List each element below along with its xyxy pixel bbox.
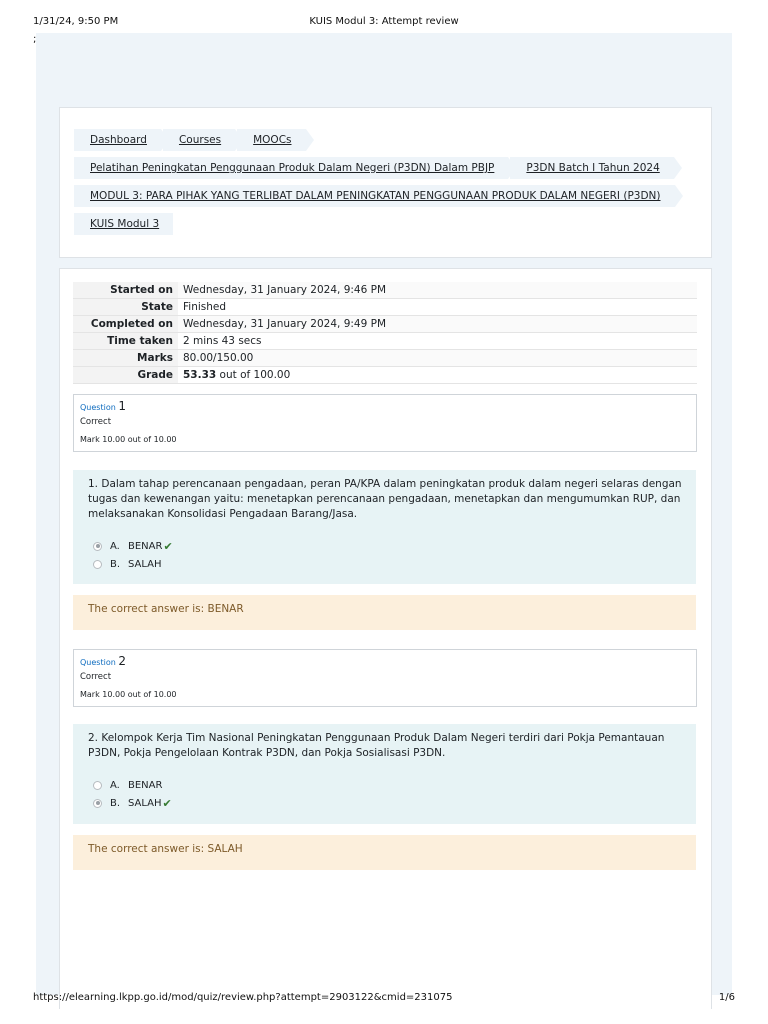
attempt-summary-table: [73, 282, 697, 384]
summary-label: Completed on: [73, 316, 178, 333]
grade-suffix: out of 100.00: [216, 369, 291, 381]
option-letter: B.: [110, 558, 121, 570]
quiz-review-card: [59, 268, 712, 1009]
summary-value: Finished: [178, 299, 697, 316]
summary-label: State: [73, 299, 178, 316]
print-page-number: 1/6: [718, 992, 735, 1003]
summary-row: [73, 282, 697, 299]
question-number-value: 2: [118, 654, 126, 668]
summary-row: [73, 367, 697, 384]
option-letter: A.: [110, 779, 120, 791]
question-number: [80, 654, 126, 668]
breadcrumb-item-quiz[interactable]: [74, 213, 173, 235]
question-info-2: [73, 649, 697, 707]
answer-option-a[interactable]: [93, 778, 162, 792]
breadcrumb-link[interactable]: Courses: [178, 134, 222, 146]
breadcrumb-item-batch[interactable]: [510, 157, 673, 179]
correct-answer-feedback-2: [73, 835, 696, 870]
summary-label: Time taken: [73, 333, 178, 350]
option-letter: A.: [110, 540, 120, 552]
feedback-text: The correct answer is: BENAR: [88, 603, 244, 615]
print-title: KUIS Modul 3: Attempt review: [309, 16, 459, 27]
question-number-value: 1: [118, 399, 126, 413]
question-prefix: Question: [80, 658, 116, 667]
summary-value: 2 mins 43 secs: [178, 333, 697, 350]
summary-value: [178, 367, 697, 384]
question-info-1: [73, 394, 697, 452]
summary-label: Started on: [73, 282, 178, 299]
grade-value: 53.33: [183, 369, 217, 381]
breadcrumb-item-courses[interactable]: [163, 129, 235, 151]
checkmark-icon: ✔: [163, 539, 173, 553]
breadcrumb-link[interactable]: MOOCs: [253, 134, 292, 146]
breadcrumb-link[interactable]: MODUL 3: PARA PIHAK YANG TERLIBAT DALAM PENINGKATAN PENGGUNAAN PRODUK DALAM NEGERI (P3DN): [90, 190, 661, 202]
breadcrumb-card: [59, 107, 712, 258]
breadcrumb-row-2: [74, 157, 676, 179]
question-state: Correct: [80, 672, 112, 682]
question-text-box-1: [73, 470, 696, 584]
option-label: BENAR: [128, 540, 163, 552]
question-mark: Mark 10.00 out of 10.00: [80, 690, 177, 699]
summary-row: [73, 299, 697, 316]
breadcrumb-item-module[interactable]: [74, 185, 675, 207]
feedback-text: The correct answer is: SALAH: [88, 843, 243, 855]
radio-icon[interactable]: [93, 542, 102, 551]
question-state: Correct: [80, 417, 112, 427]
print-url: https://elearning.lkpp.go.id/mod/quiz/review.php?attempt=2903122&cmid=231075: [33, 992, 453, 1003]
breadcrumb-item-moocs[interactable]: [237, 129, 305, 151]
print-date: 1/31/24, 9:50 PM: [33, 16, 119, 27]
question-mark: Mark 10.00 out of 10.00: [80, 435, 177, 444]
breadcrumb-row-3: [74, 185, 677, 207]
breadcrumb-item-course[interactable]: [74, 157, 508, 179]
breadcrumb-link[interactable]: P3DN Batch I Tahun 2024: [526, 162, 660, 174]
summary-label: Grade: [73, 367, 178, 384]
option-label: SALAH: [128, 558, 162, 570]
print-header: [33, 16, 735, 30]
stray-character: ;: [33, 34, 37, 45]
radio-icon[interactable]: [93, 560, 102, 569]
summary-row: [73, 316, 697, 333]
breadcrumb-link[interactable]: Pelatihan Peningkatan Penggunaan Produk Dalam Negeri (P3DN) Dalam PBJP: [90, 162, 495, 174]
question-text: 2. Kelompok Kerja Tim Nasional Peningkatan Penggunaan Produk Dalam Negeri terdiri dari Pokja Pemantauan P3DN, Pokja Pengelolaan Kontrak P3DN, dan Pokja Sosialisasi P3DN.: [88, 732, 665, 759]
answer-option-b[interactable]: [93, 796, 172, 810]
question-number: [80, 399, 126, 413]
option-letter: B.: [110, 797, 121, 809]
answer-option-b[interactable]: [93, 557, 162, 571]
breadcrumb-row-1: [74, 129, 308, 151]
correct-answer-feedback-1: [73, 595, 696, 630]
breadcrumb-link[interactable]: KUIS Modul 3: [90, 218, 160, 230]
option-label: BENAR: [128, 779, 163, 791]
radio-icon[interactable]: [93, 781, 102, 790]
question-text: 1. Dalam tahap perencanaan pengadaan, peran PA/KPA dalam peningkatan produk dalam negeri selaras dengan tugas dan kewenangan yaitu: menetapkan perencanaan pengadaan, menetapkan dan mengumumkan RUP, dan melaksanakan Konsolidasi Pengadaan Barang/Jasa.: [88, 478, 682, 520]
summary-row: [73, 333, 697, 350]
summary-value: 80.00/150.00: [178, 350, 697, 367]
checkmark-icon: ✔: [162, 796, 172, 810]
answer-option-a[interactable]: [93, 539, 173, 553]
radio-icon[interactable]: [93, 799, 102, 808]
summary-label: Marks: [73, 350, 178, 367]
option-label: SALAH: [128, 797, 162, 809]
summary-row: [73, 350, 697, 367]
summary-value: Wednesday, 31 January 2024, 9:46 PM: [178, 282, 697, 299]
breadcrumb-link[interactable]: Dashboard: [90, 134, 147, 146]
summary-value: Wednesday, 31 January 2024, 9:49 PM: [178, 316, 697, 333]
breadcrumb-row-4: [74, 213, 175, 235]
breadcrumb-item-dashboard[interactable]: [74, 129, 161, 151]
question-text-box-2: [73, 724, 696, 824]
print-footer: [33, 992, 735, 1006]
question-prefix: Question: [80, 403, 116, 412]
